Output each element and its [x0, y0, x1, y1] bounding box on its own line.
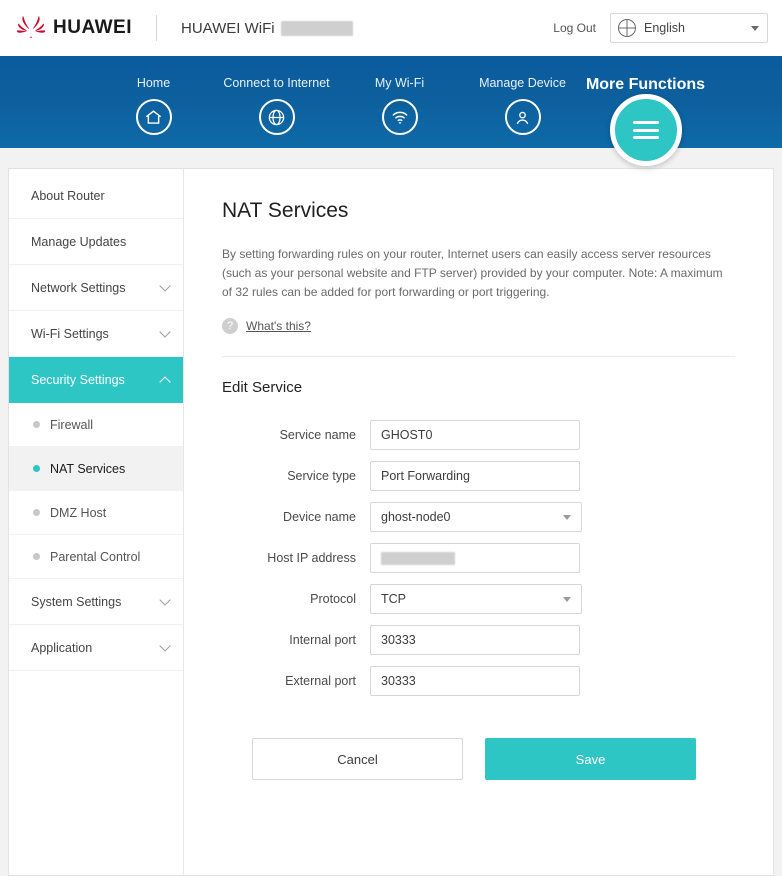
- internal-port-input[interactable]: 30333: [370, 625, 580, 655]
- question-mark-icon: ?: [222, 318, 238, 334]
- section-title: Edit Service: [222, 379, 303, 396]
- bullet-icon: [33, 465, 40, 472]
- chevron-down-icon: [563, 597, 571, 602]
- sidebar-item-wifi-settings[interactable]: [9, 311, 183, 357]
- nav-item-label: Manage Device: [479, 76, 566, 90]
- form-row-external-port: [222, 666, 735, 696]
- sidebar-subitem-parental-control[interactable]: [9, 535, 183, 579]
- host-ip-address-input[interactable]: [370, 543, 580, 573]
- device-title-text: HUAWEI WiFi: [181, 19, 275, 37]
- page-title: NAT Services: [222, 199, 349, 222]
- chevron-down-icon: [159, 640, 170, 651]
- service-type-input[interactable]: Port Forwarding: [370, 461, 580, 491]
- user-icon: [505, 99, 541, 135]
- sidebar-item-application[interactable]: [9, 625, 183, 671]
- page-body: [0, 148, 782, 876]
- service-name-label: Service name: [279, 428, 356, 442]
- chevron-up-icon: [159, 376, 170, 387]
- device-name-redacted: [281, 21, 353, 36]
- form-row-protocol: [222, 584, 735, 614]
- sidebar-subitem-dmz-host[interactable]: [9, 491, 183, 535]
- protocol-select[interactable]: [370, 584, 582, 614]
- sidebar-item-label: About Router: [31, 188, 105, 203]
- chevron-down-icon: [159, 594, 170, 605]
- wifi-icon: [382, 99, 418, 135]
- sidebar-item-system-settings[interactable]: [9, 579, 183, 625]
- brand: [16, 15, 353, 41]
- service-name-input[interactable]: GHOST0: [370, 420, 580, 450]
- nav-item-manage-device[interactable]: [461, 56, 584, 135]
- sidebar-item-label: Security Settings: [31, 373, 125, 387]
- host-ip-redacted-value: [381, 552, 455, 565]
- nav-item-label: More Functions: [585, 76, 706, 93]
- protocol-label: Protocol: [310, 592, 356, 606]
- nav-item-label: Connect to Internet: [223, 76, 330, 90]
- device-title: [181, 20, 353, 37]
- content-panel: [8, 168, 774, 876]
- nav-items: [0, 56, 782, 148]
- brand-divider: [156, 15, 157, 41]
- sidebar-subitem-label: Firewall: [50, 417, 94, 432]
- sidebar-item-label: Network Settings: [31, 280, 126, 295]
- device-name-select[interactable]: [370, 502, 582, 532]
- globe-icon: [618, 19, 636, 37]
- top-bar: [0, 0, 782, 56]
- internal-port-label: Internal port: [289, 633, 356, 647]
- nav-item-label: Home: [136, 76, 171, 90]
- protocol-value: TCP: [381, 592, 406, 606]
- form-row-service-name: [222, 420, 735, 450]
- chevron-down-icon: [563, 515, 571, 520]
- form-row-device-name: [222, 502, 735, 532]
- host-ip-address-label: Host IP address: [267, 551, 356, 565]
- whats-this-link[interactable]: What's this?: [246, 319, 311, 333]
- device-name-value: ghost-node0: [381, 510, 451, 524]
- sidebar-subitem-label: NAT Services: [50, 461, 126, 476]
- sidebar-subitem-firewall[interactable]: [9, 403, 183, 447]
- chevron-down-icon: [159, 326, 170, 337]
- nav-item-home[interactable]: [92, 56, 215, 135]
- form-row-service-type: [222, 461, 735, 491]
- sidebar-item-label: Wi-Fi Settings: [31, 326, 109, 341]
- sidebar: [9, 169, 184, 875]
- logout-button[interactable]: Log Out: [553, 21, 596, 35]
- service-type-label: Service type: [287, 469, 356, 483]
- top-bar-right: [553, 13, 768, 43]
- chevron-down-icon: [159, 280, 170, 291]
- sidebar-subitem-label: DMZ Host: [50, 505, 107, 520]
- main-content: [184, 169, 773, 875]
- huawei-logo: [16, 16, 132, 40]
- save-button[interactable]: Save: [485, 738, 696, 780]
- sidebar-item-label: System Settings: [31, 594, 122, 609]
- whats-this-row: [222, 318, 735, 334]
- language-selector[interactable]: [610, 13, 768, 43]
- bullet-icon: [33, 509, 40, 516]
- sidebar-item-manage-updates[interactable]: [9, 219, 183, 265]
- hamburger-icon: [610, 94, 682, 166]
- chevron-down-icon: [751, 26, 759, 31]
- sidebar-item-network-settings[interactable]: [9, 265, 183, 311]
- form-row-internal-port: [222, 625, 735, 655]
- sidebar-item-security-settings[interactable]: [9, 357, 183, 403]
- home-icon: [136, 99, 172, 135]
- bullet-icon: [33, 421, 40, 428]
- brand-name: HUAWEI: [53, 17, 132, 38]
- huawei-flower-logo-icon: [16, 16, 46, 40]
- device-name-label: Device name: [283, 510, 356, 524]
- nav-item-label: My Wi-Fi: [374, 76, 425, 90]
- nav-item-my-wifi[interactable]: [338, 56, 461, 135]
- cancel-button[interactable]: Cancel: [252, 738, 463, 780]
- sidebar-item-label: Manage Updates: [31, 234, 127, 249]
- edit-service-form: [222, 420, 735, 696]
- hamburger-bars: [633, 117, 659, 144]
- sidebar-item-label: Application: [31, 640, 93, 655]
- external-port-label: External port: [285, 674, 356, 688]
- language-label: English: [644, 21, 685, 35]
- page-description: By setting forwarding rules on your router, Internet users can easily access server resources (such as your personal website and FTP server) provided by your computer. Note: A maximum of 32 rules can be added for port forwarding or port triggering.: [222, 247, 723, 299]
- form-actions: [222, 738, 735, 780]
- sidebar-subitem-label: Parental Control: [50, 549, 141, 564]
- globe-icon: [259, 99, 295, 135]
- nav-item-more-functions[interactable]: [584, 56, 707, 103]
- sidebar-subitem-nat-services[interactable]: [9, 447, 183, 491]
- form-row-host-ip-address: [222, 543, 735, 573]
- external-port-input[interactable]: 30333: [370, 666, 580, 696]
- section-divider: [222, 356, 735, 357]
- sidebar-item-about-router[interactable]: [9, 173, 183, 219]
- nav-item-connect-to-internet[interactable]: [215, 56, 338, 135]
- main-navigation: [0, 56, 782, 148]
- bullet-icon: [33, 553, 40, 560]
